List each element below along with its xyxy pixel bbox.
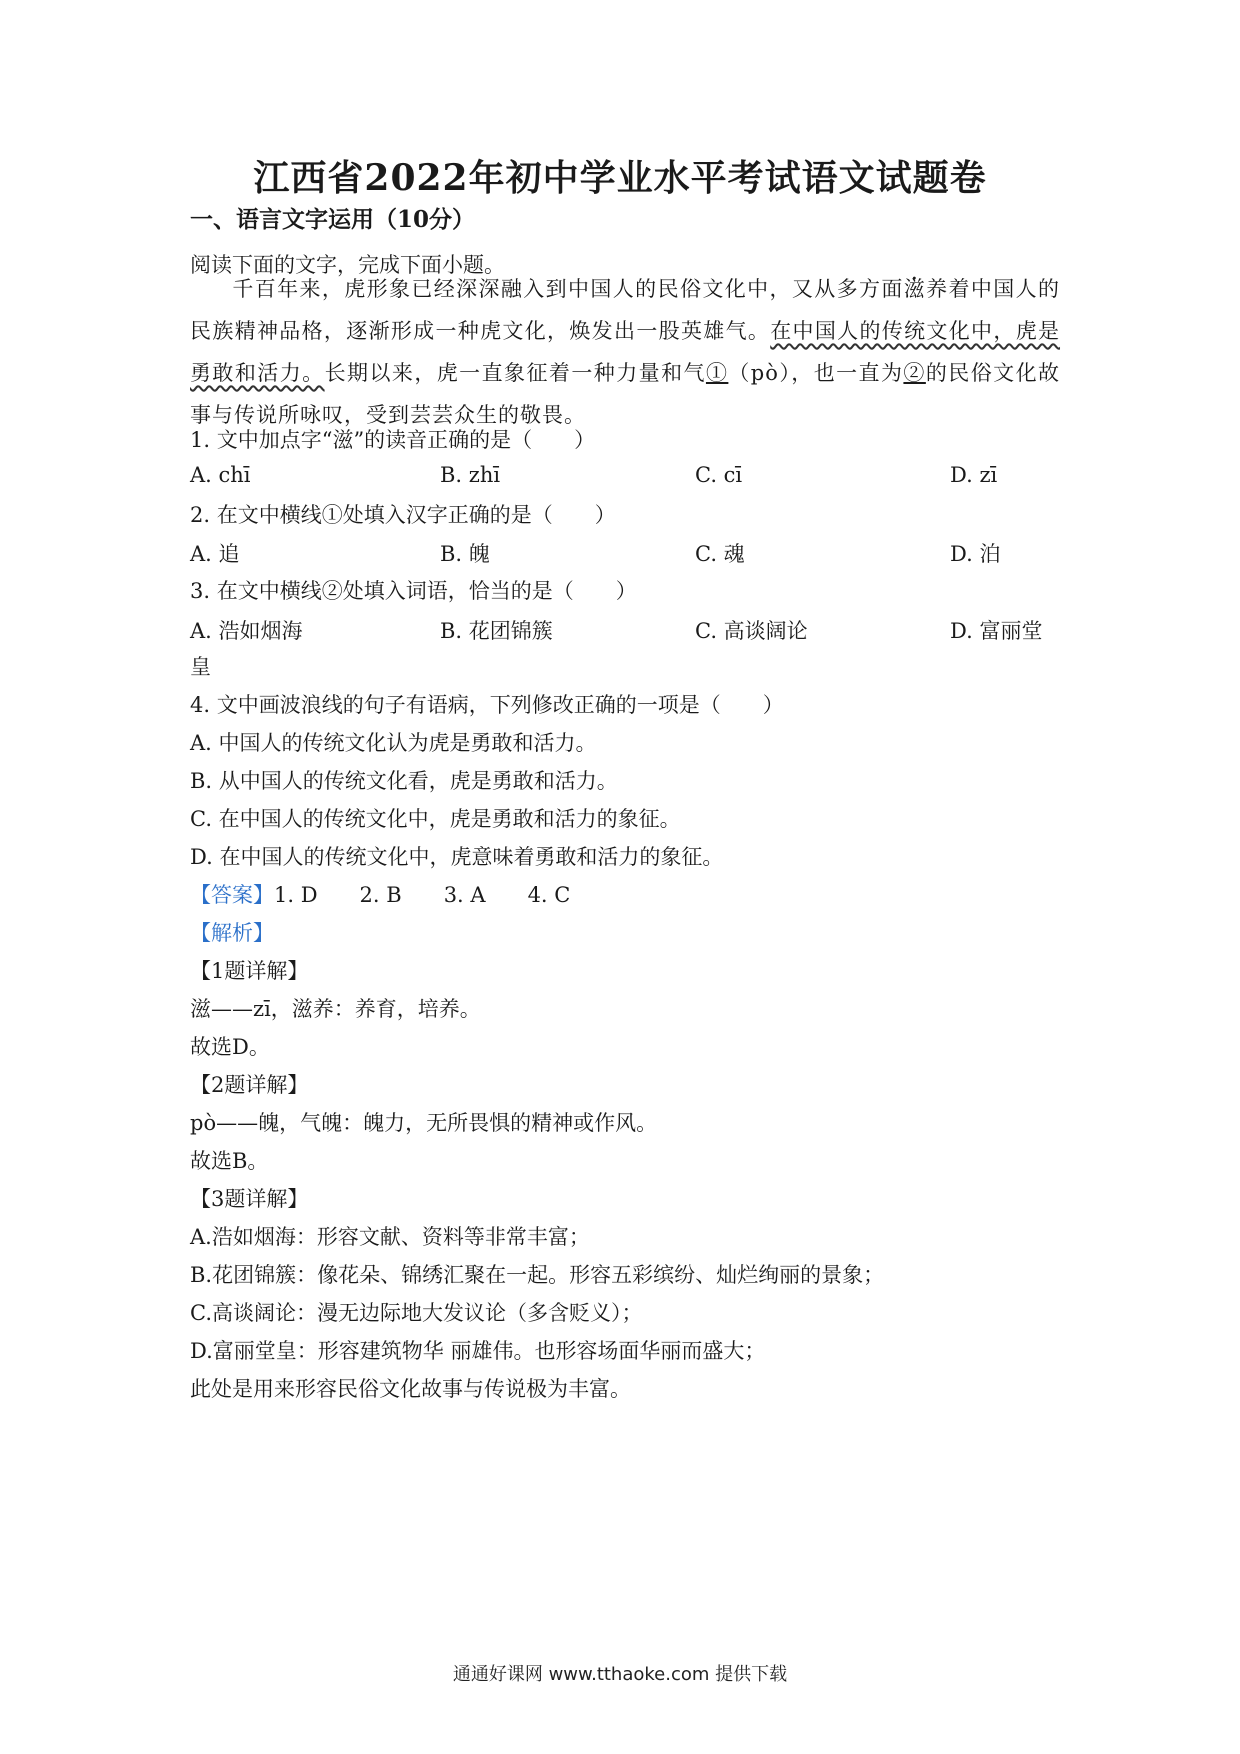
detail-1-heading: 【1题详解】 [190,959,309,983]
question-2-options [190,538,1070,568]
detail-3-heading: 【3题详解】 [190,1187,309,1211]
option-c: C. 魂 [695,542,745,566]
blank-1: ① [705,361,729,385]
detail-1-line: 故选D。 [190,1035,270,1059]
page-footer: 通通好课网 www.tthaoke.com 提供下载 [452,1664,788,1685]
detail-3-line: B.花团锦簇：像花朵、锦绣汇聚在一起。形容五彩缤纷、灿烂绚丽的景象； [190,1263,885,1287]
question-3-options [190,615,1070,645]
option-d: D. 泊 [950,542,1001,566]
question-1-options [190,463,1070,493]
answer-label: 【答案】 [190,883,274,907]
section-heading: 一、语言文字运用（10分） [190,206,476,233]
option-d: D. zī [950,463,998,487]
option-c: C. cī [695,463,743,487]
option-b: B. zhī [440,463,501,487]
option-b: B. 魄 [440,542,490,566]
intro-text: 阅读下面的文字，完成下面小题。 [190,253,505,277]
detail-1-line: 滋——zī，滋养：养育，培养。 [190,997,481,1021]
dotted-character: 滋 [903,277,927,301]
option-c: C. 高谈阔论 [695,619,808,643]
option-b: B. 从中国人的传统文化看，虎是勇敢和活力。 [190,769,618,793]
detail-3-line: A.浩如烟海：形容文献、资料等非常丰富； [190,1225,590,1249]
reading-passage: 千百年来，虎形象已经深深融入到中国人的民俗文化中，又从多方面滋养着中国人的民族精神品格，逐渐形成一种虎文化，焕发出一股英雄气。在中国人的传统文化中，虎是勇敢和活力。长期以来，虎一直象征着一种力量和气①（pò），也一直为②的民俗文化故事与传说所咏叹，受到芸芸众生的敬畏。 [190,277,1061,427]
detail-2-line: pò——魄，气魄：魄力，无所畏惧的精神或作风。 [190,1111,658,1135]
wavy-underlined-sentence: 在中国人的传统文化中，虎是勇敢和活力。 [190,319,1061,385]
detail-2-heading: 【2题详解】 [190,1073,309,1097]
detail-3-line: C.高谈阔论：漫无边际地大发议论（多含贬义）； [190,1301,643,1325]
question-3-stem: 3. 在文中横线②处填入词语，恰当的是（ ） [190,579,637,603]
option-a: A. chī [190,463,251,487]
answer-text: 1. D 2. B 3. A 4. C [274,883,571,907]
analysis-label: 【解析】 [190,921,274,945]
page-title: 江西省2022年初中学业水平考试语文试题卷 [253,157,987,199]
option-d: D. 在中国人的传统文化中，虎意味着勇敢和活力的象征。 [190,845,724,869]
option-a: A. 中国人的传统文化认为虎是勇敢和活力。 [190,731,597,755]
option-b: B. 花团锦簇 [440,619,553,643]
option-a: A. 浩如烟海 [190,619,303,643]
option-c: C. 在中国人的传统文化中，虎是勇敢和活力的象征。 [190,807,681,831]
blank-2: ② [903,361,926,385]
detail-3-line: D.富丽堂皇：形容建筑物华 丽雄伟。也形容场面华丽而盛大； [190,1339,766,1363]
question-1-stem: 1. 文中加点字“滋”的读音正确的是（ ） [190,428,596,452]
detail-2-line: 故选B。 [190,1149,269,1173]
detail-3-line: 此处是用来形容民俗文化故事与传说极为丰富。 [190,1377,631,1401]
question-4-stem: 4. 文中画波浪线的句子有语病，下列修改正确的一项是（ ） [190,693,784,717]
question-2-stem: 2. 在文中横线①处填入汉字正确的是（ ） [190,503,616,527]
option-d-wrap: 皇 [190,655,211,679]
answer-line [190,880,570,910]
option-d: D. 富丽堂 [950,619,1043,643]
option-a: A. 追 [190,542,240,566]
